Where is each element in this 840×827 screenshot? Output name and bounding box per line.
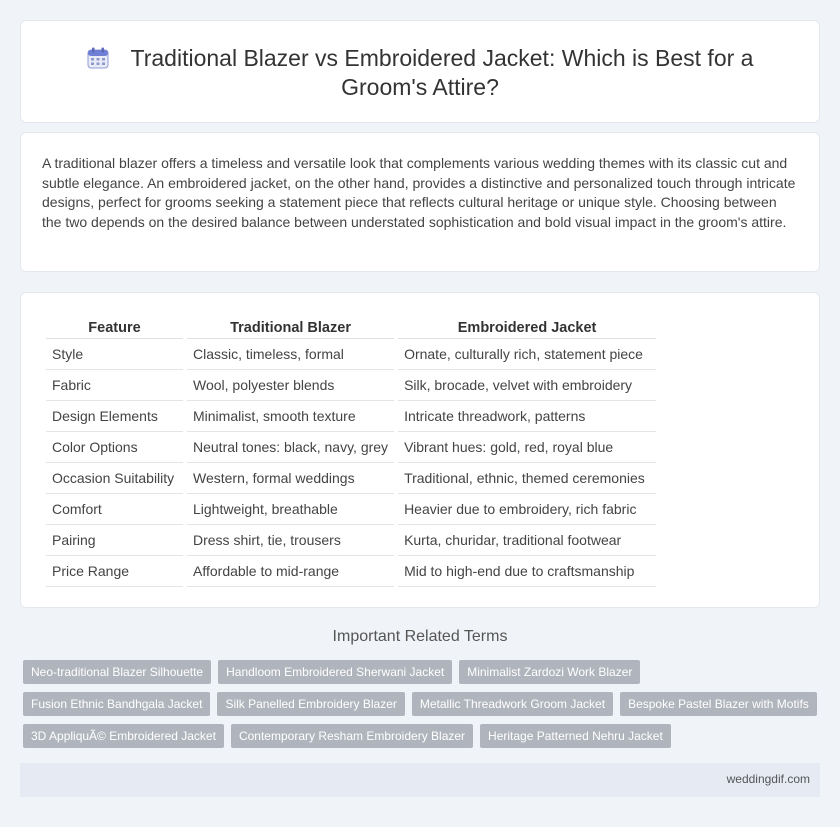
table-cell: Ornate, culturally rich, statement piece [398, 339, 656, 370]
related-tags-row [23, 724, 671, 748]
table-cell: Vibrant hues: gold, red, royal blue [398, 432, 656, 463]
related-tag[interactable]: Bespoke Pastel Blazer with Motifs [620, 692, 817, 716]
table-cell: Intricate threadwork, patterns [398, 401, 656, 432]
footer [20, 763, 820, 797]
summary-card [20, 132, 820, 272]
table-row [46, 556, 656, 587]
calendar-icon [87, 47, 109, 69]
table-cell: Classic, timeless, formal [187, 339, 394, 370]
related-tag[interactable]: Fusion Ethnic Bandhgala Jacket [23, 692, 210, 716]
related-tag[interactable]: Handloom Embroidered Sherwani Jacket [218, 660, 452, 684]
table-cell: Wool, polyester blends [187, 370, 394, 401]
table-cell: Pairing [46, 525, 183, 556]
table-cell: Neutral tones: black, navy, grey [187, 432, 394, 463]
comparison-table [42, 317, 660, 587]
table-cell: Traditional, ethnic, themed ceremonies [398, 463, 656, 494]
table-cell: Mid to high-end due to craftsmanship [398, 556, 656, 587]
table-row [46, 339, 656, 370]
summary-text: A traditional blazer offers a timeless and versatile look that complements various wedding themes with its classic cut and subtle elegance. An embroidered jacket, on the other hand, provides a distinctive and personalized touch through intricate designs, perfect for grooms seeking a statement piece that reflects cultural heritage or unique style. Choosing between the two depends on the desired balance between understated sophistication and bold visual impact in the groom's attire. [42, 155, 796, 230]
table-cell: Silk, brocade, velvet with embroidery [398, 370, 656, 401]
table-row [46, 401, 656, 432]
related-tags-row [23, 692, 817, 716]
table-row [46, 463, 656, 494]
related-tags-row [23, 660, 640, 684]
related-tag[interactable]: Silk Panelled Embroidery Blazer [217, 692, 404, 716]
table-cell: Color Options [46, 432, 183, 463]
page-title [21, 44, 819, 102]
table-row [46, 370, 656, 401]
related-terms-title: Important Related Terms [332, 628, 508, 645]
table-cell: Comfort [46, 494, 183, 525]
title-text: Traditional Blazer vs Embroidered Jacket: Which is Best for a Groom's Attire? [130, 45, 754, 100]
related-tag[interactable]: Metallic Threadwork Groom Jacket [412, 692, 613, 716]
table-cell: Western, formal weddings [187, 463, 394, 494]
table-cell: Design Elements [46, 401, 183, 432]
footer-site-link[interactable]: weddingdif.com [726, 772, 810, 786]
title-card [20, 20, 820, 123]
related-tag[interactable]: 3D AppliquÃ© Embroidered Jacket [23, 724, 224, 748]
related-tag[interactable]: Contemporary Resham Embroidery Blazer [231, 724, 473, 748]
table-cell: Kurta, churidar, traditional footwear [398, 525, 656, 556]
table-cell: Occasion Suitability [46, 463, 183, 494]
column-header: Traditional Blazer [187, 317, 394, 339]
column-header: Feature [46, 317, 183, 339]
table-row [46, 525, 656, 556]
table-cell: Style [46, 339, 183, 370]
table-cell: Dress shirt, tie, trousers [187, 525, 394, 556]
table-cell: Heavier due to embroidery, rich fabric [398, 494, 656, 525]
table-row [46, 432, 656, 463]
table-cell: Affordable to mid-range [187, 556, 394, 587]
column-header: Embroidered Jacket [398, 317, 656, 339]
table-cell: Minimalist, smooth texture [187, 401, 394, 432]
table-header-row [46, 317, 656, 339]
related-tag[interactable]: Minimalist Zardozi Work Blazer [459, 660, 640, 684]
table-cell: Price Range [46, 556, 183, 587]
table-row [46, 494, 656, 525]
comparison-card [20, 292, 820, 608]
table-cell: Lightweight, breathable [187, 494, 394, 525]
related-tag[interactable]: Heritage Patterned Nehru Jacket [480, 724, 671, 748]
table-cell: Fabric [46, 370, 183, 401]
related-tag[interactable]: Neo-traditional Blazer Silhouette [23, 660, 211, 684]
